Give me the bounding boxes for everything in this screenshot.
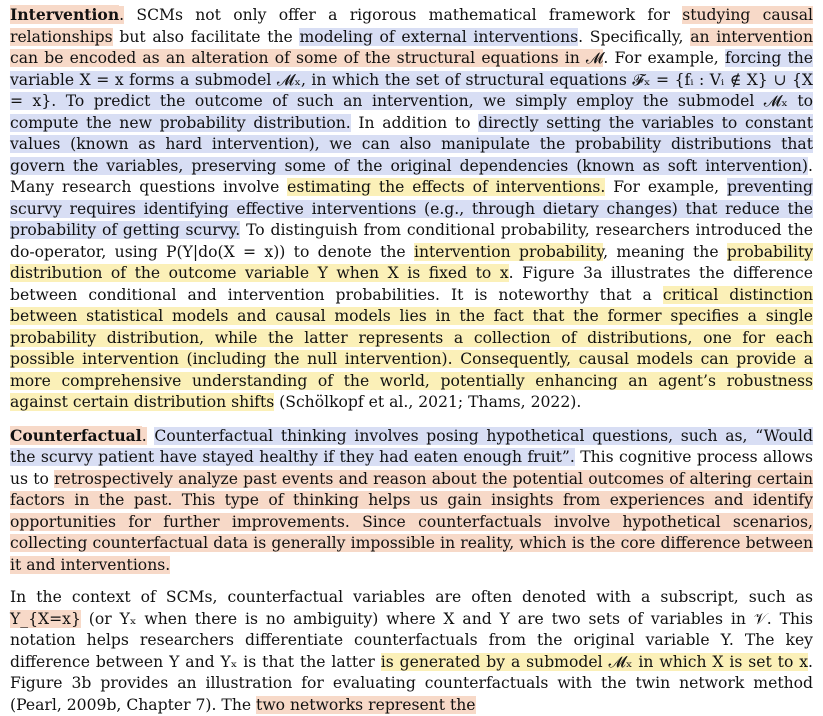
text-segment: . Figure 3b provides an illustration for evaluating counterfactuals with the twin network method (Pearl, 2009b, Chapter 7). The (10, 652, 813, 714)
highlight-orange: retrospectively analyze past events and reason about the potential outcomes of altering certain factors in the past. This type of thinking helps us gain insights from experiences and identify opportunities for further improvements. Since counterfactuals involve hypothetical scenarios, collecting counterfactual data is generally impossible in reality, which is the core difference between it and interventions. (10, 469, 813, 574)
text-segment: For example, (605, 178, 727, 196)
term-counterfactual: Counterfactual (10, 425, 142, 445)
highlight-orange: Y_{X=x} (10, 609, 81, 628)
highlight-orange: two networks represent the (256, 695, 476, 714)
counterfactual-paragraph (10, 425, 813, 577)
highlight-yellow: critical distinction between statistical models and causal models lies in the fact that the former specifies a single probability distribution, while the latter represents a collection of distributions, one for each possible intervention (including the null intervention). Consequently, causal models can provide a more comprehensive understanding of the world, potentially enhancing an agent’s robustness against certain distribution shifts (10, 285, 813, 411)
intervention-paragraph (10, 4, 813, 414)
text-segment: . For example, (603, 49, 725, 67)
scm-paragraph (10, 587, 813, 716)
text-segment: This cognitive process allows us to (10, 448, 813, 488)
text-segment: SCMs not only offer a rigorous mathematical framework for (124, 6, 683, 24)
highlight-blue: preventing scurvy requires identifying effective interventions (e.g., through dietary changes) that reduce the probability of getting scurvy. (10, 178, 813, 239)
text-segment: . (119, 6, 125, 24)
paper-body (10, 0, 813, 716)
highlight-yellow: probability distribution of the outcome variable Y when X is fixed to x (10, 242, 814, 282)
highlight-orange: an intervention can be encoded as an alteration of some of the structural equations in 𝓜 (10, 27, 813, 67)
highlight-blue: Counterfactual thinking involves posing hypothetical questions, such as, “Would the scurvy patient have stayed healthy if they had eaten enough fruit”. (10, 426, 813, 466)
highlight-blue: forcing the variable X = x forms a submodel 𝓜ₓ, in which the set of structural equations 𝓕ₓ = {fᵢ : Vᵢ ∉ X} ∪ {X = x}. To predict the outcome of such an intervention, we simply employ the submodel 𝓜ₓ to compute the new probability distribution. (10, 49, 813, 132)
text-segment: . Many research questions involve (10, 156, 813, 196)
text-segment: (or Yₓ when there is no ambiguity) where X and Y are two sets of variables in 𝒱. This notation helps researchers differentiate counterfactuals from the original variable Y. The key difference between Y and Yₓ is that the latter (10, 609, 813, 671)
text-segment: . Figure 3a illustrates the difference between conditional and intervention probabilities. It is noteworthy that a (10, 264, 813, 304)
text-segment: . (141, 426, 147, 445)
text-segment: but also facilitate the (112, 27, 300, 46)
text-segment: . Specifically, (578, 27, 691, 46)
citation: (Schölkopf et al., 2021; Thams, 2022). (274, 393, 582, 411)
highlight-yellow: intervention probability (413, 242, 604, 261)
text-segment: To distinguish from conditional probability, researchers introduced the do-operator, using P(Y|do(X = x)) to denote the (10, 221, 814, 261)
highlight-blue: directly setting the variables to constant values (known as hard intervention), we can also manipulate the probability distributions that govern the variables, preserving some of the original dependencies (known as soft intervention) (10, 113, 813, 175)
term-intervention: Intervention (10, 5, 120, 24)
highlight-yellow: is generated by a submodel 𝓜ₓ in which X is set to x (380, 652, 809, 671)
highlight-yellow: estimating the effects of interventions. (287, 178, 606, 196)
highlight-orange: studying causal relationships (10, 6, 813, 46)
text-segment: , meaning the (603, 242, 727, 261)
text-segment: In addition to (350, 113, 479, 132)
text-segment: In the context of SCMs, counterfactual variables are often denoted with a subscript, such as (10, 588, 813, 606)
highlight-blue: modeling of external interventions (299, 27, 579, 46)
